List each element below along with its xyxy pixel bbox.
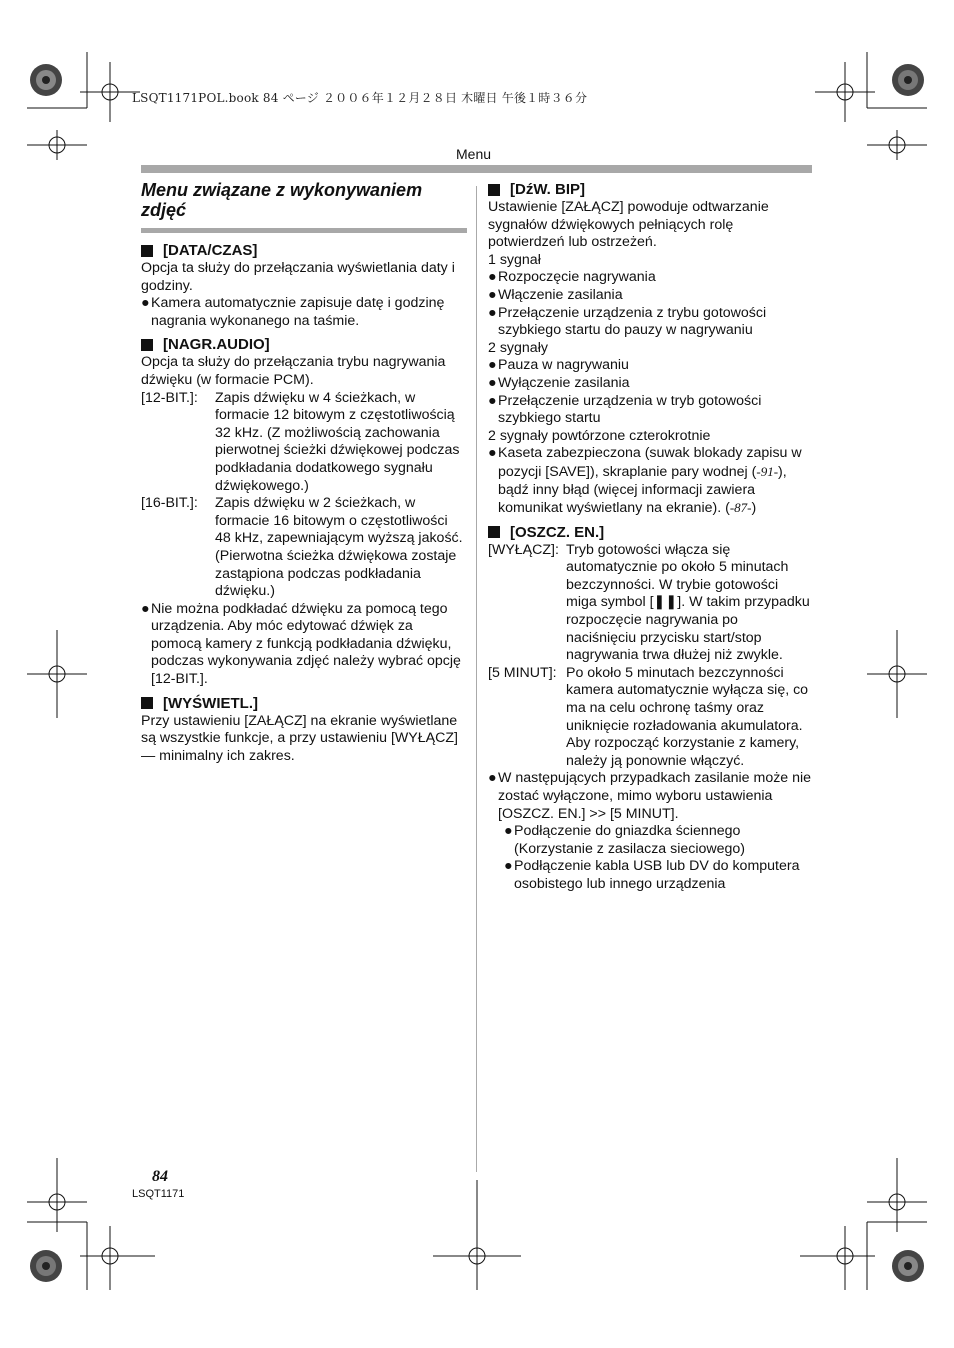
heading-text: [WYŚWIETL.] bbox=[163, 694, 258, 712]
list-text: Przełączenie urządzenia z trybu gotowości szybkiego startu do pauzy w nagrywaniu bbox=[498, 304, 767, 339]
bullet-icon: ● bbox=[488, 392, 497, 409]
crosshair-mark-icon bbox=[27, 130, 87, 160]
paragraph: Ustawienie [ZAŁĄCZ] powoduje odtwarzanie sygnałów dźwiękowych pełniących rolę potwierdzeń lub ostrzeżeń. bbox=[488, 199, 769, 251]
radial-target-icon bbox=[892, 64, 924, 96]
list-text: Pauza w nagrywaniu bbox=[498, 357, 629, 374]
definition-term: [5 MINUT]: bbox=[488, 664, 557, 681]
paragraph: Opcja ta służy do przełączania trybu nagrywania dźwięku (w formacie PCM). bbox=[141, 354, 446, 388]
bullet-icon: ● bbox=[488, 357, 497, 374]
crosshair-mark-icon bbox=[867, 130, 927, 160]
bullet-icon: ● bbox=[141, 600, 150, 617]
heading-text: [OSZCZ. EN.] bbox=[510, 523, 605, 541]
crosshair-mark-icon bbox=[80, 1226, 155, 1290]
heading-text: [DATA/CZAS] bbox=[163, 242, 258, 259]
crosshair-mark-icon bbox=[27, 1158, 87, 1232]
heading-text: [NAGR.AUDIO] bbox=[163, 336, 270, 354]
bullet-icon: ● bbox=[488, 269, 497, 286]
definition-desc: Po około 5 minutach bezczynności kamera automatycznie wyłącza się, co ma na celu ochronę taśmy oraz uniknięcie rozładowania akumulatora. Aby rozpocząć korzystanie z kamery, należy ją ponownie włączyć. bbox=[566, 664, 809, 769]
text-fragment: Kaseta zabezpieczona (suwak blokady zapisu w pozycji [SAVE]), skraplanie pary wodnej ( bbox=[498, 445, 802, 480]
radial-target-icon bbox=[30, 1250, 62, 1282]
list-text: Rozpoczęcie nagrywania bbox=[498, 269, 656, 286]
group-label: 1 sygnał bbox=[488, 251, 541, 268]
definition-term: [WYŁĄCZ]: bbox=[488, 541, 559, 558]
crosshair-mark-icon bbox=[27, 630, 87, 718]
paragraph: Opcja ta służy do przełączania wyświetlania daty i godziny. bbox=[141, 260, 455, 294]
crosshair-mark-icon bbox=[80, 62, 140, 122]
definition-term: [12-BIT.]: bbox=[141, 389, 198, 406]
bullet-icon: ● bbox=[488, 304, 497, 321]
list-text: Nie można podkładać dźwięku za pomocą tego urządzenia. Aby móc edytować dźwięk za pomocą kamery z funkcją podkładania dźwięku, podczas wykonywania zdjęć należy wybrać opcję [12-BIT.]. bbox=[151, 600, 461, 688]
definition-desc: Zapis dźwięku w 2 ścieżkach, w formacie 16 bitowym o częstotliwości 48 kHz, zapewniającym wyższą jakość. (Pierwotna ścieżka dźwiękowa zostaje zastąpiona podczas podkładania dźwięku.) bbox=[215, 495, 463, 600]
page-number: 84 bbox=[152, 1168, 168, 1185]
bullet-icon: ● bbox=[141, 295, 150, 312]
list-text: Włączenie zasilania bbox=[498, 286, 623, 303]
bullet-icon: ● bbox=[504, 858, 513, 875]
list-text: Kamera automatycznie zapisuje datę i godzinę nagrania wykonanego na taśmie. bbox=[151, 295, 445, 329]
radial-target-icon bbox=[30, 64, 62, 96]
document-code: LSQT1171 bbox=[132, 1188, 185, 1200]
group-label: 2 sygnały powtórzone czterokrotnie bbox=[488, 427, 711, 444]
list-text: Wyłączenie zasilania bbox=[498, 374, 630, 391]
bullet-icon: ● bbox=[488, 374, 497, 391]
crosshair-mark-icon bbox=[867, 630, 927, 718]
text-fragment: ), bądź inny błąd (więcej informacji zawiera komunikat wyświetlany na ekranie). ( bbox=[498, 463, 787, 517]
text-fragment: ) bbox=[751, 500, 757, 517]
radial-target-icon bbox=[892, 1250, 924, 1282]
print-info: LSQT1171POL.book 84 ページ ２００６年１２月２８日 木曜日 午後１時３６分 bbox=[132, 91, 588, 105]
list-text: W następujących przypadkach zasilanie może nie zostać wyłączone, mimo wyboru ustawienia [OSZCZ. EN.] >> [5 MINUT]. bbox=[498, 770, 812, 822]
bullet-icon: ● bbox=[488, 770, 497, 787]
crosshair-mark-icon bbox=[433, 1226, 521, 1290]
section-title: Menu bbox=[456, 146, 492, 162]
bullet-icon: ● bbox=[504, 823, 513, 840]
list-text: Przełączenie urządzenia w tryb gotowości szybkiego startu bbox=[498, 392, 762, 427]
definition-desc: Zapis dźwięku w 4 ścieżkach, w formacie 12 bitowym z częstotliwością 32 kHz. (Z możliwością zachowania pierwotnej ścieżki dźwiękowej podczas podkładania dodatkowego sygnału dźwiękowego.) bbox=[215, 389, 460, 494]
definition-term: [16-BIT.]: bbox=[141, 495, 198, 512]
group-label: 2 sygnały bbox=[488, 339, 548, 356]
list-text: Podłączenie do gniazdka ściennego (Korzystanie z zasilacza sieciowego) bbox=[514, 823, 746, 857]
bullet-icon: ● bbox=[488, 445, 497, 462]
page-reference: -87- bbox=[729, 500, 752, 516]
bullet-icon: ● bbox=[488, 286, 497, 303]
list-text: Podłączenie kabla USB lub DV do komputera osobistego lub innego urządzenia bbox=[514, 858, 800, 892]
crosshair-mark-icon bbox=[815, 62, 875, 122]
page-reference: -91- bbox=[756, 463, 779, 479]
heading-text: [DźW. BIP] bbox=[510, 181, 585, 198]
page-title: Menu związane z wykonywaniem zdjęć bbox=[141, 180, 423, 220]
paragraph: Przy ustawieniu [ZAŁĄCZ] na ekranie wyświetlane są wszystkie funkcje, a przy ustawieniu [WYŁĄCZ] — minimalny ich zakres. bbox=[141, 712, 458, 764]
definition-desc: Tryb gotowości włącza się automatycznie po około 5 minutach bezczynności. W trybie gotowości miga symbol [❚❚]. W takim przypadku rozpoczęcie nagrywania po naciśnięciu przycisku start/stop nagrywania trwa dłużej niż zwykle. bbox=[566, 541, 810, 664]
crosshair-mark-icon bbox=[867, 1158, 927, 1232]
crosshair-mark-icon bbox=[800, 1226, 875, 1290]
